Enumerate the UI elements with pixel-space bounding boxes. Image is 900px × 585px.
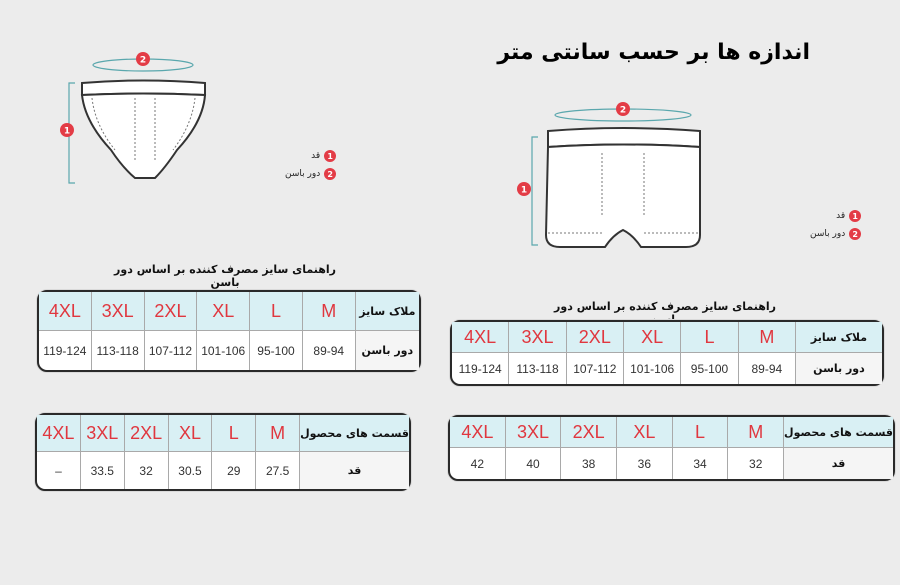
boxer-product-table xyxy=(448,415,895,481)
hip-value: 107-112 xyxy=(567,353,624,384)
criterion-label: ملاک سایز xyxy=(356,292,419,331)
marker-1-label: 1 xyxy=(520,185,528,196)
hip-row-label: دور باسن xyxy=(356,331,419,370)
marker-1-icon: 1 xyxy=(324,150,336,162)
size-header: L xyxy=(681,322,738,353)
brief-illustration xyxy=(55,50,225,190)
size-header: M xyxy=(303,292,356,331)
hip-value: 113-118 xyxy=(509,353,566,384)
size-header: 2XL xyxy=(145,292,198,331)
hip-value: 119-124 xyxy=(39,331,92,370)
size-header: 2XL xyxy=(561,417,617,448)
legend-item-hip xyxy=(810,228,861,240)
height-value: 30.5 xyxy=(169,452,213,489)
size-header: 3XL xyxy=(506,417,562,448)
size-header: 3XL xyxy=(509,322,566,353)
size-header: M xyxy=(256,415,300,452)
size-header: L xyxy=(673,417,729,448)
size-header: 4XL xyxy=(450,417,506,448)
size-header: XL xyxy=(617,417,673,448)
size-header: L xyxy=(250,292,303,331)
size-header: 3XL xyxy=(81,415,125,452)
height-value: 36 xyxy=(617,448,673,479)
height-value: 38 xyxy=(561,448,617,479)
legend-hip-label: دور باسن xyxy=(810,229,846,239)
height-value: 33.5 xyxy=(81,452,125,489)
hip-value: 113-118 xyxy=(92,331,145,370)
size-header: XL xyxy=(624,322,681,353)
marker-2-label: 2 xyxy=(139,55,147,66)
size-header: XL xyxy=(169,415,213,452)
height-value: 34 xyxy=(673,448,729,479)
size-header: 4XL xyxy=(39,292,92,331)
height-value: 32 xyxy=(728,448,784,479)
hip-value: 95-100 xyxy=(681,353,738,384)
boxer-fit-table xyxy=(450,320,884,386)
size-header: 3XL xyxy=(92,292,145,331)
size-header: M xyxy=(739,322,796,353)
height-value: – xyxy=(37,452,81,489)
boxer-illustration xyxy=(510,95,720,255)
height-value: 29 xyxy=(212,452,256,489)
legend-item-height xyxy=(285,150,336,162)
marker-2-icon: 2 xyxy=(324,168,336,180)
hip-value: 107-112 xyxy=(145,331,198,370)
height-value: 32 xyxy=(125,452,169,489)
brief-product-table xyxy=(35,413,411,491)
size-header: L xyxy=(212,415,256,452)
size-header: 4XL xyxy=(37,415,81,452)
size-header: 2XL xyxy=(567,322,624,353)
hip-value: 119-124 xyxy=(452,353,509,384)
brief-legend xyxy=(285,150,336,186)
legend-item-hip xyxy=(285,168,336,180)
height-value: 27.5 xyxy=(256,452,300,489)
hip-value: 89-94 xyxy=(739,353,796,384)
brief-fit-table xyxy=(37,290,421,372)
product-part-label: قسمت های محصول xyxy=(300,415,409,452)
height-value: 42 xyxy=(450,448,506,479)
size-header: 4XL xyxy=(452,322,509,353)
legend-hip-label: دور باسن xyxy=(285,169,321,179)
marker-1-label: 1 xyxy=(63,126,71,137)
marker-1-icon: 1 xyxy=(849,210,861,222)
hip-value: 101-106 xyxy=(197,331,250,370)
height-value: 40 xyxy=(506,448,562,479)
hip-value: 101-106 xyxy=(624,353,681,384)
height-row-label: قد xyxy=(784,448,893,479)
brief-table-heading: راهنمای سایز مصرف کننده بر اساس دور باسن xyxy=(114,263,336,289)
legend-height-label: قد xyxy=(836,211,846,221)
size-header: 2XL xyxy=(125,415,169,452)
boxer-legend xyxy=(810,210,861,246)
size-header: M xyxy=(728,417,784,448)
legend-item-height xyxy=(810,210,861,222)
criterion-label: ملاک سایز xyxy=(796,322,882,353)
boxer-table-heading: راهنمای سایز مصرف کننده بر اساس دور xyxy=(554,300,776,313)
hip-value: 95-100 xyxy=(250,331,303,370)
product-part-label: قسمت های محصول xyxy=(784,417,893,448)
marker-2-label: 2 xyxy=(619,105,627,116)
hip-row-label: دور باسن xyxy=(796,353,882,384)
marker-2-icon: 2 xyxy=(849,228,861,240)
hip-value: 89-94 xyxy=(303,331,356,370)
size-header: XL xyxy=(197,292,250,331)
page-title: اندازه ها بر حسب سانتی متر xyxy=(497,40,810,65)
height-row-label: قد xyxy=(300,452,409,489)
legend-height-label: قد xyxy=(311,151,321,161)
